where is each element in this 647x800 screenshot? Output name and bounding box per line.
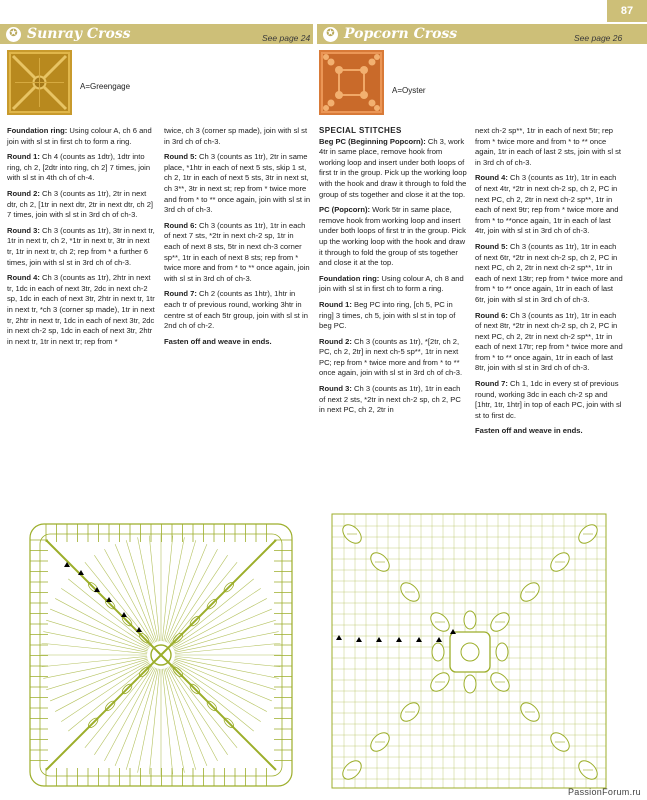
sunray-instruction-text: Ch 3 (counts as 1tr), 3tr in next tr, 1tr in next tr, ch 2, *1tr in next tr, 3tr in next tr, 1tr in next tr, ch 2; rep from * a further 6 times, join with sl st in 3rd ch of ch-3.	[7, 225, 155, 267]
popcorn-round-label: PC (Popcorn):	[319, 205, 371, 215]
sunray-paragraph	[7, 152, 155, 184]
start-marker	[396, 637, 402, 642]
popcorn-paragraph	[319, 300, 467, 332]
stitch-line	[170, 562, 237, 644]
sunray-instruction-text: Using colour A, ch 6 and join with sl st in first ch to form a ring.	[7, 126, 152, 146]
stitch-line	[42, 656, 147, 666]
popcorn-instruction-text: Ch 3 (counts as 1tr), *[2tr, ch 2, PC, ch 2, 2tr] in next ch-5 sp**, 1tr in next PC; rep from * twice more and from * to ** once again, join with sl st in 3rd ch of ch-3.	[319, 336, 463, 378]
popcorn-round-label: Round 4:	[475, 173, 508, 183]
popcorn-round-label: Round 6:	[475, 310, 508, 320]
popcorn-instruction-text: Using colour A, ch 8 and join with sl st in first ch to form a ring.	[319, 273, 464, 294]
stitch-line	[85, 666, 152, 748]
popcorn-round-label: Round 7:	[475, 379, 508, 389]
stitch-line	[42, 643, 147, 653]
popcorn-paragraph	[475, 126, 623, 168]
sunray-paragraph	[164, 337, 312, 348]
stitch-line	[149, 536, 159, 641]
stitch-line	[175, 643, 280, 653]
stitch-line	[164, 537, 185, 641]
popcorn-instruction-text: Work 5tr in same place, remove hook from working loop and insert under both loops of first tr in the group. Pick up the working loop with the hook and draw it through to fold the group of sts together and close it at the top.	[319, 205, 466, 268]
stitch-line	[43, 632, 147, 653]
sunray-paragraph	[164, 221, 312, 285]
popcorn-stitch	[464, 675, 476, 693]
popcorn-stitch	[464, 611, 476, 629]
stitch-line	[166, 544, 207, 642]
popcorn-stitch	[432, 643, 444, 661]
sunray-paragraph	[7, 126, 155, 147]
sunray-instruction-text: Ch 3 (counts as 1tr), 2htr in next tr, 1dc in each of next 3tr, 2dc in next ch-2 sp, 1dc in each of next 3tr, 2htr in next tr, 1tr in next tr, *ch 3 (corner sp made), 1tr in next tr, 2htr in next tr, 1dc in each of next 3tr, 2dc in next ch-2 sp, 1dc in each of next 3tr, 2htr in next tr, 1tr in next tr; rep from *	[7, 273, 155, 346]
sunray-see-page: See page 24	[262, 33, 311, 43]
popcorn-round-label: Round 2:	[319, 336, 352, 346]
stitch-line	[138, 537, 159, 641]
popcorn-stitch	[496, 643, 508, 661]
stitch-line	[138, 669, 159, 773]
popcorn-cross-title: Popcorn Cross	[344, 26, 458, 42]
popcorn-instructions-col1	[319, 126, 467, 416]
popcorn-instruction-text: Ch 3 (counts as 1tr), 1tr in each of next 6tr, *2tr in next ch-2 sp, ch 2, PC in next PC, ch 2, 2tr in next ch-2 sp**, 1tr in each of next 13tr; rep from * twice more and from * to ** once again, 1tr in each of last 6tr, join with sl st in 3rd ch of ch-3.	[475, 241, 623, 304]
sunray-instructions-col1	[7, 126, 155, 347]
stitch-line	[164, 669, 185, 773]
sunray-instruction-text: Ch 3 (counts as 1tr), 2tr in next dtr, ch 2, [1tr in next dtr, 2tr in next dtr, ch 2] 7 times, join with sl st in 3rd ch of ch-3.	[7, 188, 154, 220]
popcorn-instruction-text: Ch 3 (counts as 1tr), 1tr in each of next 4tr, *2tr in next ch-2 sp, ch 2, PC in next PC, ch 2, 2tr in next ch-2 sp**, 1tr in each of next 9tr; rep from * twice more and from * to **once again, 1tr in each of last 4tr, join with sl st in 3rd ch of ch-3.	[475, 173, 619, 236]
popcorn-round-label: Round 5:	[475, 241, 508, 251]
stitch-line	[172, 579, 254, 646]
center-ring	[450, 632, 490, 672]
sunray-round-label: Round 2:	[7, 188, 40, 198]
popcorn-round-label: Round 3:	[319, 384, 352, 394]
sunray-instruction-text: Ch 3 (counts as 1tr), 1tr in each of next 7 sts, *2tr in next ch-2 sp, 1tr in each of next 8 sts, 5tr in next ch-3 corner sp**, 1tr in each of next 8 sts; rep from * twice more and from * to ** once again, join with sl st in 3rd ch of ch-3.	[164, 220, 310, 283]
start-marker	[436, 637, 442, 642]
sunray-cross-title: Sunray Cross	[27, 26, 131, 42]
sunray-cross-swatch	[7, 50, 72, 115]
popcorn-paragraph	[475, 242, 623, 306]
stitch-line	[172, 664, 254, 731]
special-stitches-heading: SPECIAL STITCHES	[319, 126, 402, 135]
popcorn-see-page: See page 26	[574, 33, 623, 43]
popcorn-round-label: Foundation ring:	[319, 273, 380, 283]
stitch-line	[43, 658, 147, 679]
popcorn-paragraph	[319, 384, 467, 416]
sunray-paragraph	[7, 226, 155, 268]
popcorn-paragraph	[475, 311, 623, 375]
stitch-line	[175, 658, 279, 679]
sunray-round-label: Round 5:	[164, 152, 197, 162]
popcorn-round-label: Round 1:	[319, 299, 352, 309]
stitch-line	[166, 668, 207, 766]
sunray-paragraph	[164, 152, 312, 216]
sunray-round-label: Round 1:	[7, 152, 40, 162]
popcorn-paragraph	[319, 205, 467, 269]
popcorn-paragraph	[475, 173, 623, 237]
sunray-round-label: Round 6:	[164, 220, 197, 230]
stitch-line	[68, 579, 150, 646]
sunray-round-label: Foundation ring:	[7, 126, 68, 135]
stitch-line	[149, 669, 159, 774]
sunray-cross-chart	[26, 520, 296, 790]
sunray-round-label: Round 3:	[7, 225, 40, 235]
popcorn-instructions-col2	[475, 126, 623, 437]
sunray-paragraph	[164, 126, 312, 147]
stitch-line	[50, 609, 148, 650]
sunray-instruction-text: Ch 2 (counts as 1htr), 1htr in each tr of previous round, working 3htr in centre st of each 5tr group, join with sl st in 2nd ch of ch-2.	[164, 289, 308, 331]
popcorn-paragraph	[319, 337, 467, 379]
sunray-paragraph	[164, 289, 312, 331]
stitch-line	[50, 660, 148, 701]
stitch-line	[162, 669, 172, 774]
start-marker	[356, 637, 362, 642]
stitch-line	[170, 666, 237, 748]
popcorn-paragraph	[319, 274, 467, 295]
popcorn-paragraph	[475, 426, 623, 437]
popcorn-instruction-text: Ch 1, 1dc in every st of previous round, working 3dc in each ch-2 sp and [1htr, 1tr, 1htr] in top of each PC, join with sl st to first dc.	[475, 379, 622, 420]
sunray-paragraph	[7, 189, 155, 221]
sunray-paragraph	[7, 273, 155, 347]
popcorn-instruction-text: next ch-2 sp**, 1tr in each of next 5tr; rep from * twice more and from * to ** once again, 1tr in each of last 2 sts, join with sl st in 3rd ch of ch-3.	[475, 126, 622, 167]
sunray-instruction-text: twice, ch 3 (corner sp made), join with sl st in 3rd ch of ch-3.	[164, 126, 308, 146]
sunray-round-label: Round 7:	[164, 289, 197, 299]
sunray-round-label: Fasten off and weave in ends.	[164, 336, 272, 346]
star-icon: ✪	[323, 27, 338, 42]
sunray-instructions-col2	[164, 126, 312, 347]
popcorn-paragraph	[319, 137, 467, 201]
popcorn-instruction-text: Beg PC into ring, [ch 5, PC in ring] 3 times, ch 5, join with sl st in top of beg PC.	[319, 299, 456, 331]
watermark: PassionForum.ru	[567, 787, 641, 797]
star-icon: ✪	[6, 27, 21, 42]
stitch-line	[174, 660, 272, 701]
popcorn-round-label: Fasten off and weave in ends.	[475, 426, 583, 436]
stitch-line	[174, 609, 272, 650]
stitch-line	[115, 544, 156, 642]
popcorn-instruction-text: Ch 3 (counts as 1tr), 1tr in each of next 2 sts, *2tr in next ch-2 sp, ch 2, PC in next PC, ch 2, 2tr in	[319, 384, 461, 415]
popcorn-instruction-text: Ch 3 (counts as 1tr), 1tr in each of next 8tr, *2tr in next ch-2 sp, ch 2, PC in next PC, ch 2, 2tr in next ch-2 sp**, 1tr in each of next 17tr; rep from * twice more and from * to ** once again, 1tr in each of last 8tr, join with sl st in 3rd ch of ch-3.	[475, 310, 623, 373]
sunray-round-label: Round 4:	[7, 273, 40, 283]
sunray-instruction-text: Ch 4 (counts as 1dtr), 1dtr into ring, ch 2, [2dtr into ring, ch 2] 7 times, join with sl st in 4th ch of ch-4.	[7, 152, 151, 183]
popcorn-round-label: Beg PC (Beginning Popcorn):	[319, 136, 426, 146]
sunray-swatch-label: A=Greengage	[80, 82, 131, 91]
popcorn-instruction-text: Ch 3, work 4tr in same place, remove hook from working loop and insert under both loops of first tr in the group. Pick up the working loop with the hook and draw it through to fold the group of sts together and close it at the top.	[319, 136, 467, 199]
popcorn-cross-chart	[330, 512, 610, 792]
popcorn-swatch-label: A=Oyster	[392, 86, 426, 95]
stitch-line	[68, 664, 150, 731]
stitch-line	[175, 656, 280, 666]
stitch-line	[85, 562, 152, 644]
popcorn-cross-swatch	[319, 50, 384, 115]
top-band	[0, 0, 647, 22]
popcorn-paragraph	[475, 379, 623, 421]
page-number: 87	[607, 0, 647, 22]
stitch-line	[162, 536, 172, 641]
sunray-instruction-text: Ch 3 (counts as 1tr), 2tr in same place, *1htr in each of next 5 sts, skip 1 st, ch 2, 1tr in each of next 5 sts, 3tr in next st, ch 3**, 3tr in next st; rep from * twice more and from * to ** once again, join with sl st in 3rd ch of ch-3.	[164, 152, 311, 215]
stitch-line	[175, 632, 279, 653]
stitch-line	[115, 668, 156, 766]
